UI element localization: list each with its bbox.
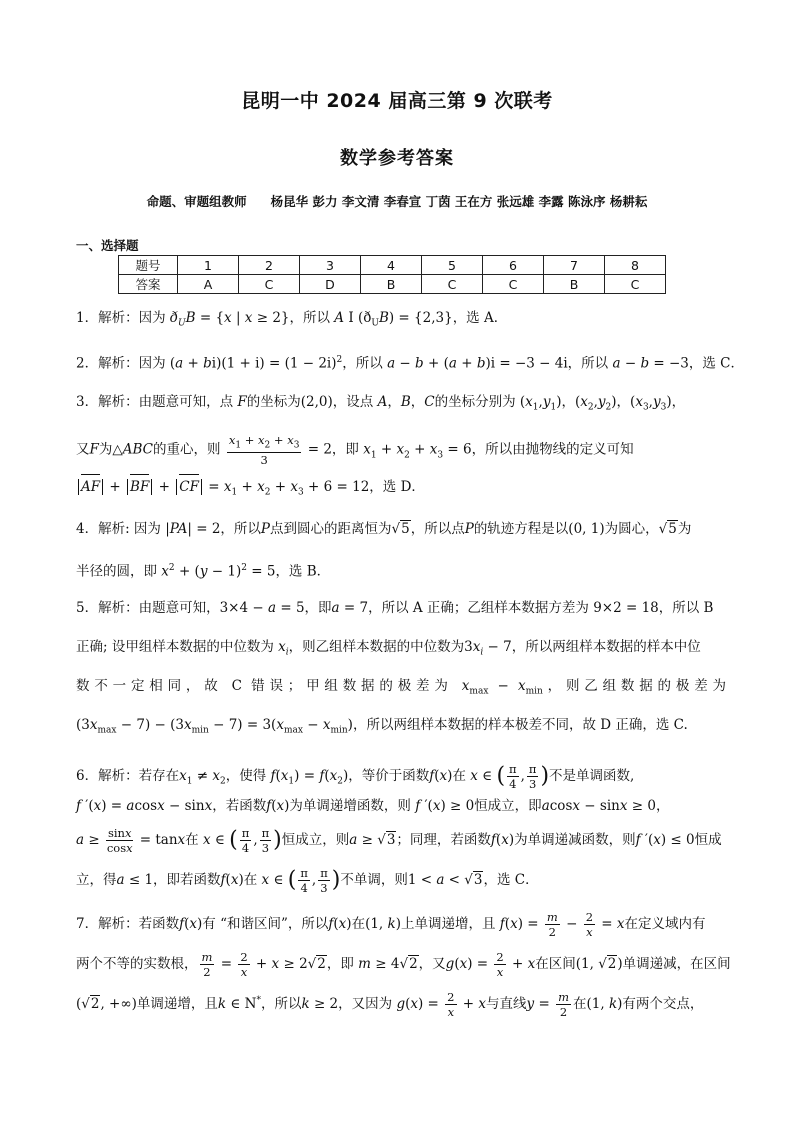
table-cell: 7: [544, 256, 605, 275]
q2-line-1: 2．解析：因为 $(a + bi)(1 + i) = (1 - 2i)^2$，所以 a − b + (a + b)i = −3 − 4i，所以 a − b = −3，选 C．: [76, 355, 745, 372]
author-list: [0, 192, 794, 210]
section-multiple-choice-title: 一、选择题: [76, 238, 139, 253]
q5-line-1: 5．解析：由题意可知，3×4 − a = 5，即a = 7，所以 A 正确；乙组样本数据方差为 9×2 = 18，所以 B: [76, 600, 714, 616]
q7-line-2: 两个不等的实数根， $\frac{m}{2}$ = $\frac{2}{x}$ + x ≥ 2√2，即 m ≥ 4√2，又g(x) = $\frac{2}{x}$ + x在区间(1, √2)单调递减，在区间: [76, 950, 731, 979]
table-cell: 5: [422, 256, 483, 275]
table-cell: B: [361, 275, 422, 294]
table-cell: 8: [605, 256, 666, 275]
answer-table-row-numbers: [119, 256, 666, 275]
table-cell: C: [422, 275, 483, 294]
table-cell: 1: [178, 256, 239, 275]
table-header-number: 题号: [119, 256, 178, 275]
q4-line-2: 半径的圆，即 $x^2 + (y - 1)^2 = 5$，选 B．: [76, 563, 331, 580]
document-subtitle: 数学参考答案: [340, 148, 454, 169]
table-cell: 2: [239, 256, 300, 275]
q5-line-4: $(3x_{max} - 7) - (3x_{min} - 7) = 3(x_{max} - x_{min})$，所以两组样本数据的样本极差不同，故 D 正确，选 C.: [76, 717, 688, 736]
q6-line-1: 6．解析：若存在$x_1 \ne x_2$，使得 $f(x_1) = f(x_2)$，等价于函数f(x)在 x ∈ ( $\frac{\pi}{4}$ , $\frac{\pi}{3}$ )不是单调函数,: [76, 762, 635, 791]
answer-table: [118, 255, 666, 294]
table-cell: B: [544, 275, 605, 294]
table-cell: 3: [300, 256, 361, 275]
q4-line-1: 4．解析: 因为 |PA| = 2，所以P点到圆心的距离恒为√5，所以点P的轨迹方程是以(0, 1)为圆心，√5为: [76, 521, 692, 537]
authors-label: 命题、审题组教师: [146, 194, 247, 209]
table-cell: A: [178, 275, 239, 294]
table-header-answer: 答案: [119, 275, 178, 294]
answer-table-row-answers: [119, 275, 666, 294]
q6-line-4: 立，得a ≤ 1，即若函数f(x)在 x ∈ ( $\frac{\pi}{4}$ , $\frac{\pi}{3}$ )不单调，则1 < a < √3，选 C．: [76, 866, 539, 895]
q6-line-3: a ≥ $\frac{\sin x}{\cos x}$ = tanx在 x ∈ ( $\frac{\pi}{4}$ , $\frac{\pi}{3}$ )恒成立，则a ≥ √3；同理，若函数f(x)为单调递减函数，则f ′(x) ≤ 0恒成: [76, 826, 722, 855]
q7-line-3: (√2, +∞)单调递增，且k ∈ N*，所以k ≥ 2，又因为 g(x) = $\frac{2}{x}$ + x与直线y = $\frac{m}{2}$ 在(1, k)有两个交点，: [76, 990, 704, 1019]
table-cell: C: [239, 275, 300, 294]
table-cell: D: [300, 275, 361, 294]
q5-line-3: 数不一定相同，故 C 错误；甲组数据的极差为 $x_{max} - x_{min}$，则乙组数据的极差为: [76, 678, 727, 697]
exam-title: 昆明一中 2024 届高三第 9 次联考: [241, 90, 553, 112]
q3-line-2: 又F为△ABC的重心，则 $\frac{x_1 + x_2 + x_3}{3}$ = 2，即 $x_1 + x_2 + x_3 = 6$，所以由抛物线的定义可知: [76, 433, 634, 468]
q6-line-2: f ′(x) = acosx − sinx，若函数f(x)为单调递增函数，则 f ′(x) ≥ 0恒成立，即acosx − sinx ≥ 0，: [76, 798, 670, 814]
q3-line-3: AF + BF + CF = $x_1 + x_2 + x_3 + 6 = 12$，选 D．: [76, 477, 726, 503]
q5-line-2: 正确; 设甲组样本数据的中位数为 $x_i$，则乙组样本数据的中位数为$3x_i - 7$，所以两组样本数据的样本中位: [76, 639, 701, 658]
table-cell: 6: [483, 256, 544, 275]
q1-line-1: 1．解析：因为 $ð_UB = \{x$ | x ≥ 2}，所以 A I $(ð_UB) = \{2,3\}$，选 A．: [76, 310, 508, 329]
authors-names: 杨昆华 彭力 李文清 李春宣 丁茵 王在方 张远雄 李露 陈泳序 杨耕耘: [270, 194, 648, 209]
table-cell: C: [605, 275, 666, 294]
table-cell: 4: [361, 256, 422, 275]
q3-line-1: 3．解析：由题意可知，点 F的坐标为(2,0)，设点 A，B，C的坐标分别为 $(x_1,y_1)$，$(x_2,y_2)$，$(x_3,y_3)$，: [76, 394, 686, 413]
table-cell: C: [483, 275, 544, 294]
q7-line-1: 7．解析：若函数f(x)有 “和谐区间”，所以f(x)在(1, k)上单调递增，且 f(x) = $\frac{m}{2}$ − $\frac{2}{x}$ = x在定义域内有: [76, 910, 706, 939]
